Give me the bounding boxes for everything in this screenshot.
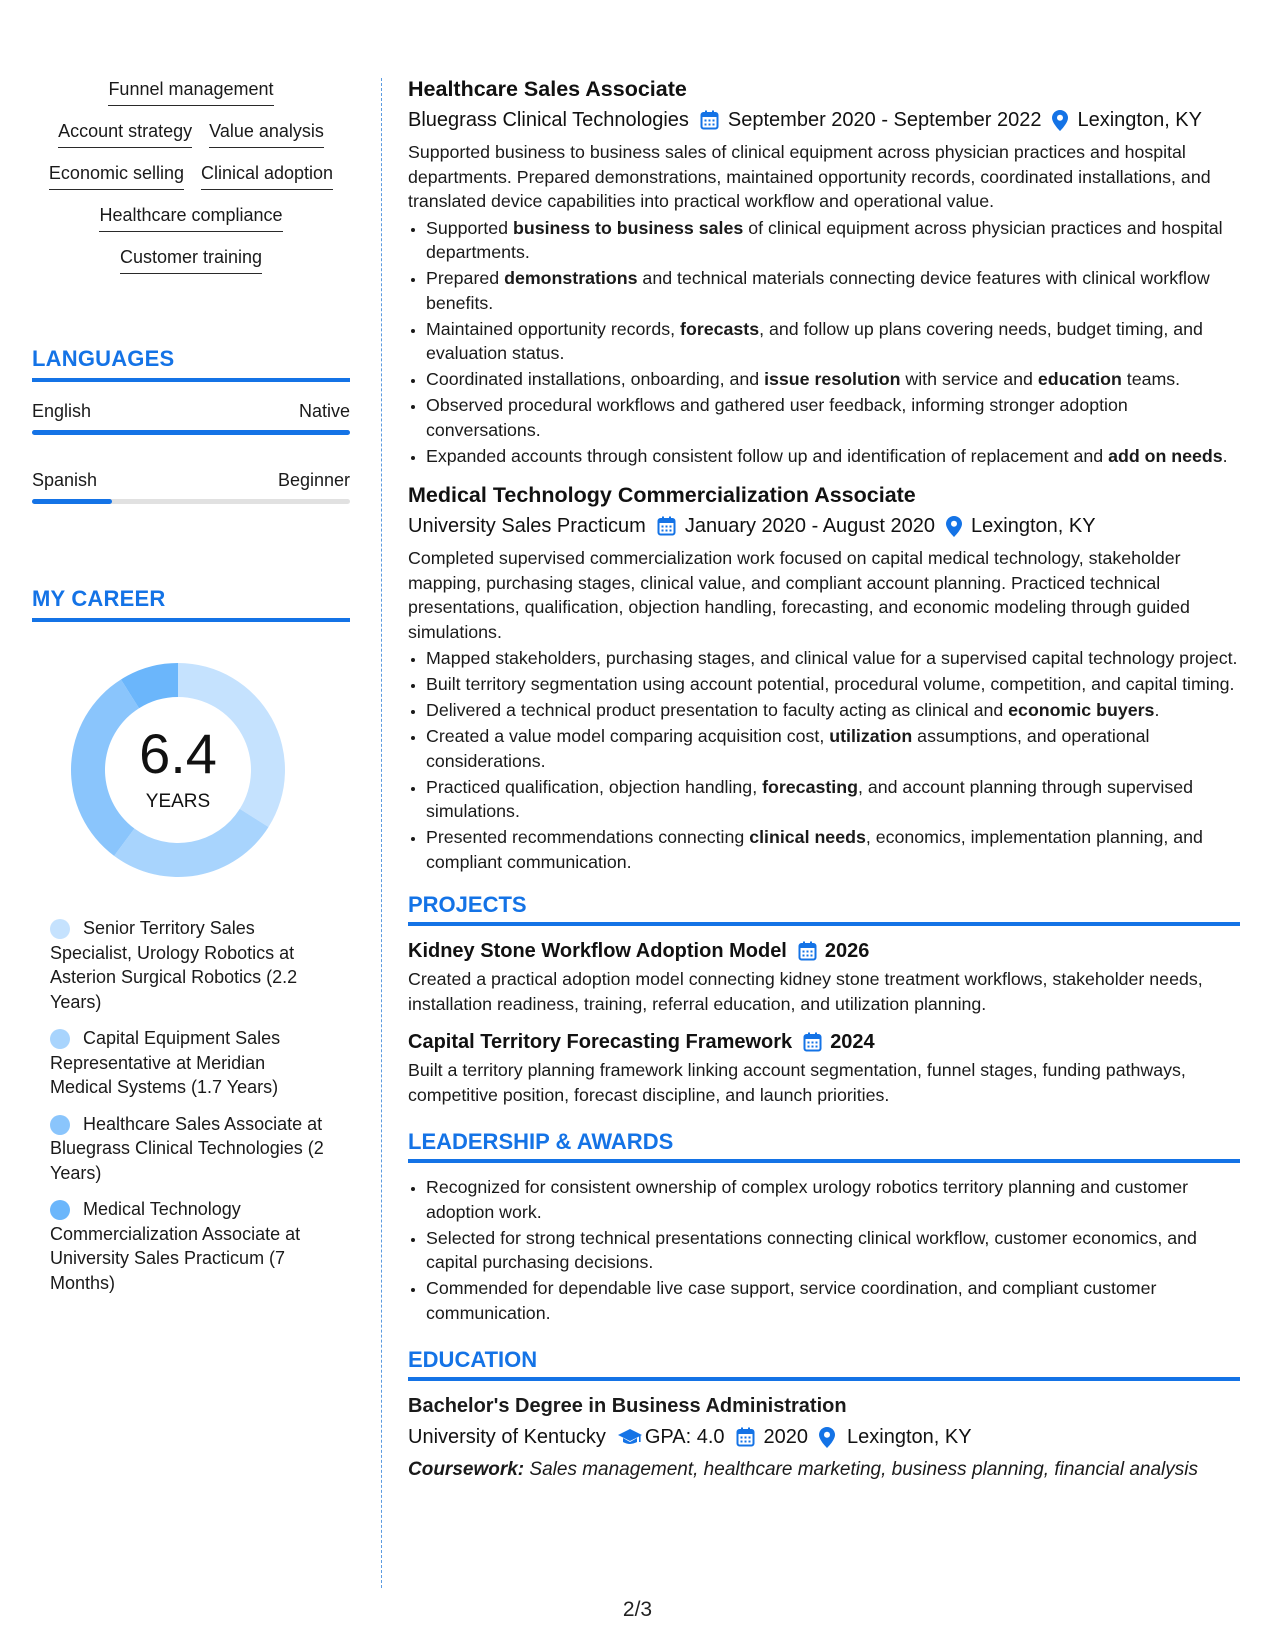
skill-tag: Economic selling [49, 162, 184, 190]
career-total-unit: YEARS [145, 791, 211, 812]
experience-list [408, 76, 1240, 874]
education-heading: EDUCATION [408, 1347, 1240, 1381]
calendar-icon [798, 941, 817, 961]
skill-row [32, 246, 350, 274]
job-summary: Supported business to business sales of clinical equipment across physician practices and hospital departments. Prepared demonstrations, maintained opportunity records, coordinated installations, and translated device capabilities into practical workflow and operational value. [408, 142, 1211, 211]
job-bullet: • Mapped stakeholders, purchasing stages, and clinical value for a supervised capital technology project. [426, 646, 1240, 671]
language-proficiency-bar [32, 430, 350, 435]
language-row [32, 400, 350, 422]
job-title: Healthcare Sales Associate [408, 77, 687, 101]
skill-row [32, 78, 350, 106]
coursework-text: Sales management, healthcare marketing, business planning, financial analysis [524, 1459, 1198, 1480]
language-item [32, 400, 350, 435]
project-entry [408, 938, 1240, 1016]
career-donut-chart [65, 657, 291, 883]
skill-row [32, 120, 350, 148]
school-name: University of Kentucky [408, 1426, 606, 1448]
skill-row [32, 204, 350, 232]
graduation-year: 2020 [763, 1426, 809, 1448]
language-level: Beginner [277, 470, 350, 490]
skill-tag: Healthcare compliance [99, 204, 282, 232]
legend-dot [50, 1029, 70, 1049]
main-content [408, 76, 1240, 1482]
calendar-icon [657, 516, 676, 536]
coursework-label: Coursework: [408, 1459, 525, 1480]
gpa: GPA: 4.0 [644, 1426, 725, 1448]
project-title: Kidney Stone Workflow Adoption Model [408, 940, 787, 962]
leadership-list [408, 1175, 1240, 1325]
job-bullet: • Maintained opportunity records, forecasts, and follow up plans covering needs, budget timing, and evaluation status. [426, 317, 1240, 366]
project-title-row [408, 1029, 1240, 1055]
job-bullet: • Created a value model comparing acquisition cost, utilization assumptions, and operational considerations. [426, 724, 1240, 773]
project-year: 2026 [824, 940, 870, 962]
coursework [408, 1457, 1240, 1482]
graduation-cap-icon [617, 1427, 636, 1447]
experience-entry [408, 482, 1240, 874]
company-name: University Sales Practicum [408, 515, 646, 537]
company-name: Bluegrass Clinical Technologies [408, 109, 689, 131]
project-title-row [408, 938, 1240, 964]
location-pin-icon [1052, 110, 1068, 130]
career-legend-item [50, 1197, 330, 1295]
skill-tag: Customer training [120, 246, 262, 274]
location-pin-icon [819, 1427, 838, 1447]
skill-tag: Clinical adoption [201, 162, 333, 190]
job-summary: Completed supervised commercialization work focused on capital medical technology, stakeholder mapping, purchasing stages, clinical value, and compliant account planning. Practiced technical presentations, qualification, objection handling, forecasting, and economic modeling through guided simulations. [408, 548, 1190, 642]
languages-section [32, 346, 350, 504]
job-bullet: • Built territory segmentation using account potential, procedural volume, competition, and capital timing. [426, 672, 1240, 697]
job-meta [408, 513, 1240, 539]
leadership-item: • Recognized for consistent ownership of complex urology robotics territory planning and customer adoption work. [426, 1175, 1240, 1224]
career-role-label: Healthcare Sales Associate at Bluegrass Clinical Technologies (2 Years) [50, 1113, 324, 1183]
job-bullet: • Supported business to business sales of clinical equipment across physician practices and hospital departments. [426, 216, 1240, 265]
job-meta [408, 107, 1240, 133]
job-bullet: • Expanded accounts through consistent follow up and identification of replacement and add on needs. [426, 444, 1240, 469]
language-proficiency-fill [32, 430, 350, 435]
career-role-label: Capital Equipment Sales Representative at Meridian Medical Systems (1.7 Years) [50, 1028, 281, 1097]
education-meta [408, 1424, 1240, 1450]
language-item [32, 469, 350, 504]
career-role-label: Senior Territory Sales Specialist, Urology Robotics at Asterion Surgical Robotics (2.2 Years) [50, 918, 298, 1012]
project-description: Created a practical adoption model connecting kidney stone treatment workflows, stakeholder needs, installation readiness, training, referral education, and utilization planning. [408, 969, 1203, 1014]
job-bullet: • Delivered a technical product presentation to faculty acting as clinical and economic buyers. [426, 698, 1240, 723]
location-pin-icon [946, 516, 962, 536]
education-entry [408, 1393, 1240, 1482]
skills-list [32, 78, 350, 274]
legend-dot [50, 919, 70, 939]
skill-tag: Account strategy [58, 120, 192, 148]
legend-dot [50, 1200, 70, 1220]
calendar-icon [700, 110, 719, 130]
leadership-item: • Selected for strong technical presentations connecting clinical workflow, customer economics, and capital purchasing decisions. [426, 1226, 1240, 1275]
career-total-number: 6.4 [139, 722, 217, 785]
job-dates: January 2020 - August 2020 [684, 515, 936, 537]
career-legend-item [50, 1112, 330, 1186]
career-legend-item [50, 1026, 330, 1100]
language-row [32, 469, 350, 491]
page-number: 2/3 [622, 1598, 653, 1621]
experience-entry [408, 76, 1240, 468]
project-description: Built a territory planning framework linking account segmentation, funnel stages, funding pathways, competitive position, forecast discipline, and launch priorities. [408, 1060, 1186, 1105]
job-bullet: • Practiced qualification, objection handling, forecasting, and account planning through supervised simulations. [426, 775, 1240, 824]
sidebar [32, 78, 350, 1293]
job-location: Lexington, KY [971, 515, 1096, 537]
skill-row [32, 162, 350, 190]
career-heading: MY CAREER [32, 586, 350, 622]
donut-center [65, 657, 291, 883]
job-bullets [408, 646, 1240, 874]
project-year: 2024 [830, 1031, 875, 1053]
job-title: Medical Technology Commercialization Associate [408, 483, 916, 507]
language-level: Native [298, 401, 350, 421]
project-entry [408, 1029, 1240, 1107]
leadership-heading: LEADERSHIP & AWARDS [408, 1129, 1240, 1163]
job-dates: September 2020 - September 2022 [727, 109, 1042, 131]
education-location: Lexington, KY [847, 1426, 972, 1448]
job-bullet: • Prepared demonstrations and technical materials connecting device features with clinical workflow benefits. [426, 266, 1240, 315]
languages-heading: LANGUAGES [32, 346, 350, 382]
job-bullets [408, 216, 1240, 469]
skill-tag: Funnel management [108, 78, 273, 106]
job-location: Lexington, KY [1077, 109, 1202, 131]
job-bullet: • Presented recommendations connecting clinical needs, economics, implementation planning, and compliant communication. [426, 825, 1240, 874]
language-proficiency-bar [32, 499, 350, 504]
career-legend [50, 916, 330, 1307]
career-section [32, 586, 350, 1293]
job-bullet: • Coordinated installations, onboarding, and issue resolution with service and education teams. [426, 367, 1240, 392]
language-proficiency-fill [32, 499, 112, 504]
project-title: Capital Territory Forecasting Framework [408, 1031, 793, 1053]
career-legend-item [50, 916, 330, 1014]
job-bullet: • Observed procedural workflows and gathered user feedback, informing stronger adoption conversations. [426, 393, 1240, 442]
calendar-icon [736, 1427, 755, 1447]
projects-list [408, 938, 1240, 1107]
column-divider [381, 78, 382, 1588]
language-name: English [32, 401, 92, 421]
calendar-icon [803, 1032, 822, 1052]
career-role-label: Medical Technology Commercialization Associate at University Sales Practicum (7 Months) [50, 1199, 301, 1293]
projects-heading: PROJECTS [408, 892, 1240, 926]
leadership-item: • Commended for dependable live case support, service coordination, and compliant customer communication. [426, 1276, 1240, 1325]
legend-dot [50, 1115, 70, 1135]
degree-title: Bachelor's Degree in Business Administration [408, 1395, 847, 1417]
language-name: Spanish [32, 470, 98, 490]
skill-tag: Value analysis [209, 120, 324, 148]
